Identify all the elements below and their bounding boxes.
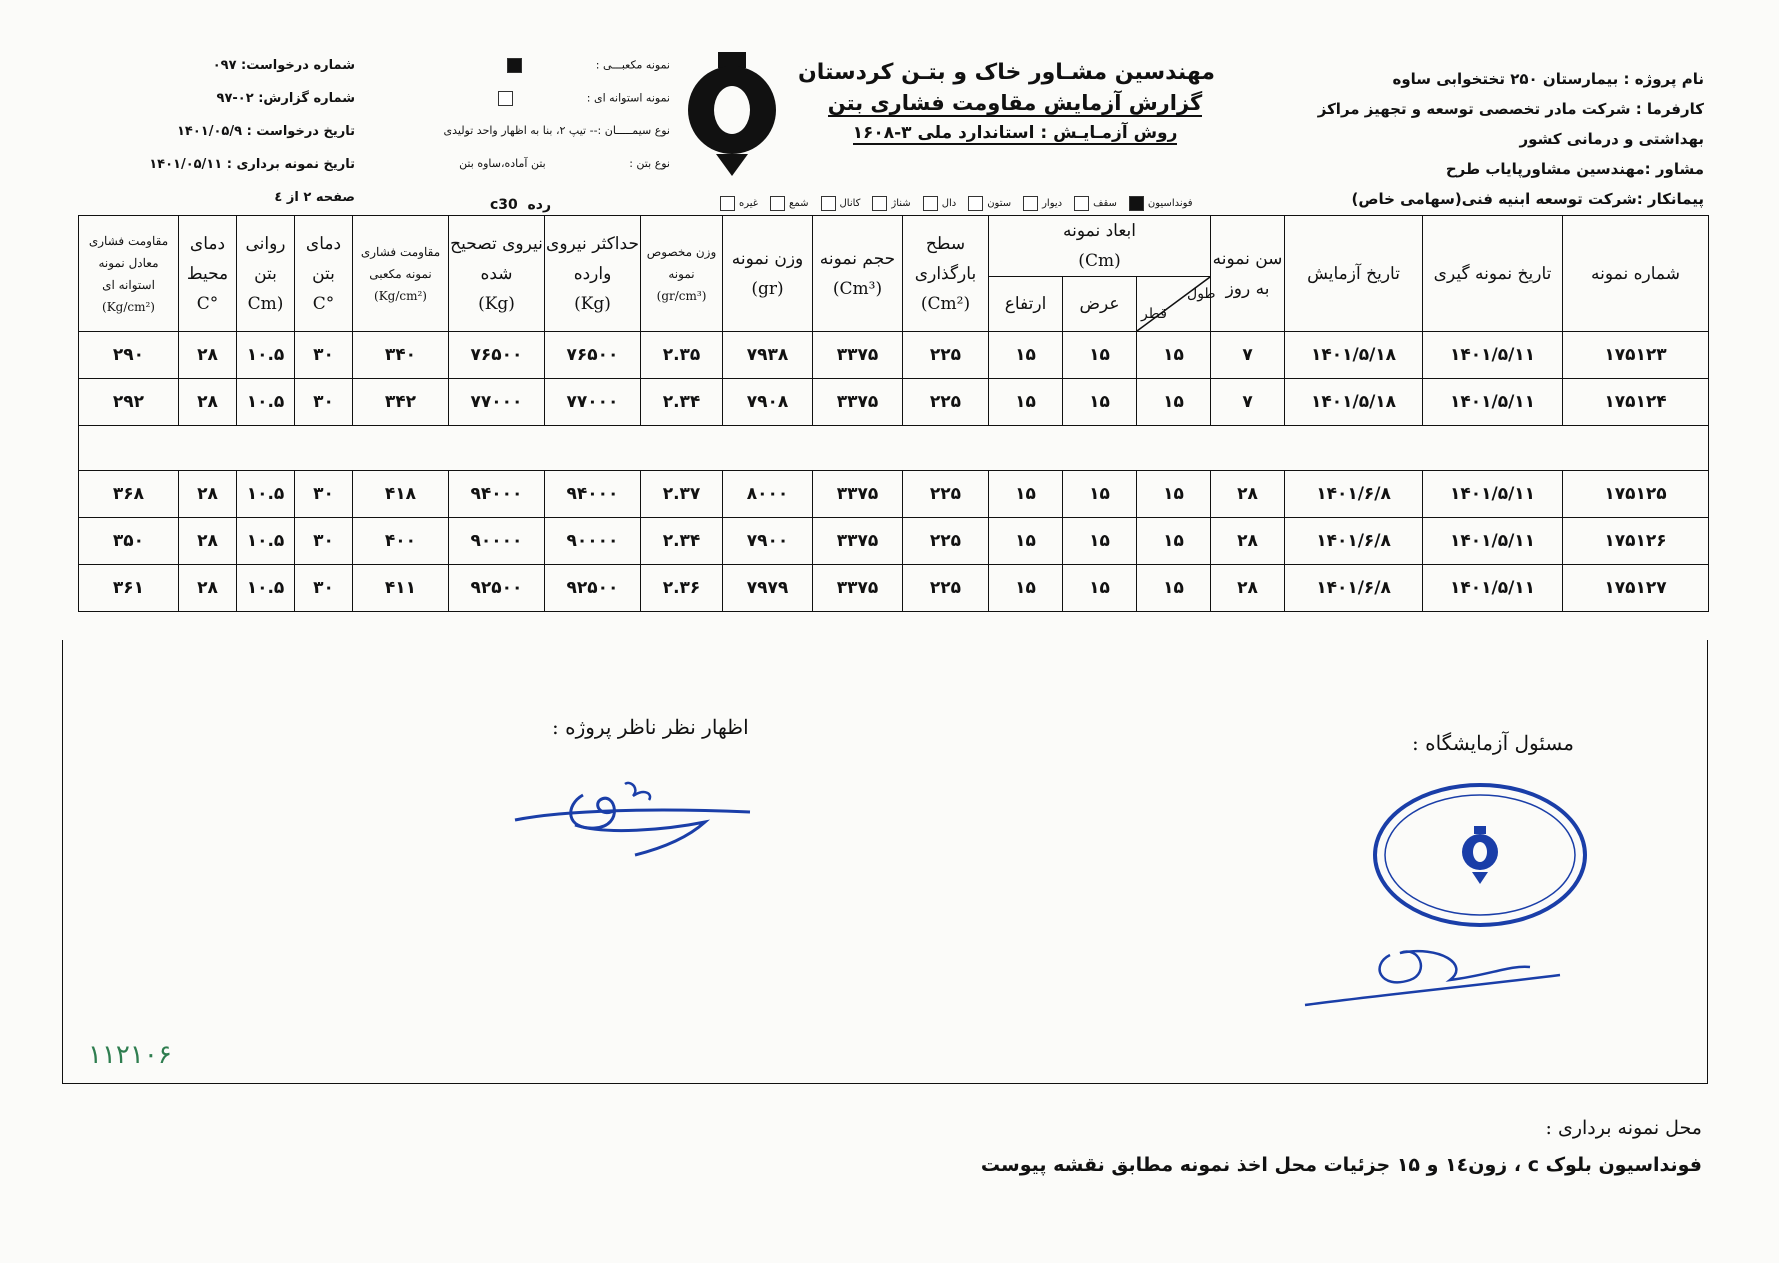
table-cell: ۲۲۵ (903, 332, 989, 379)
element-option (770, 196, 808, 211)
project-consultant: مشاور :مهندسین مشاورپایاب طرح (1445, 160, 1704, 178)
table-cell: ۴۰۰ (353, 518, 449, 565)
table-cell: ۹۰۰۰۰ (449, 518, 545, 565)
project-contractor: پیمانکار :شرکت توسعه ابنیه فنی(سهامی خاص) (1351, 190, 1704, 208)
table-cell: ۹۴۰۰۰ (449, 471, 545, 518)
table-cell: ۸۰۰۰ (723, 471, 813, 518)
table-cell: ۱۷۵۱۲۵ (1563, 471, 1709, 518)
table-cell: ۲۸ (1211, 565, 1285, 612)
col-max-force: حداکثر نیروی وارده (Kg) (545, 216, 641, 332)
table-cell: ۹۲۵۰۰ (545, 565, 641, 612)
table-cell: ۱۰.۵ (237, 332, 295, 379)
col-ambient-temp: دمای محیط °C (179, 216, 237, 332)
table-cell: ۲.۳۵ (641, 332, 723, 379)
report-number: شماره گزارش: ۰۲-۹۷ (216, 91, 355, 106)
table-cell: ۳۰ (295, 379, 353, 426)
table-cell: ۳۳۷۵ (813, 379, 903, 426)
element-option (872, 196, 910, 211)
table-row (79, 518, 1709, 565)
table-cell: ۲.۳۷ (641, 471, 723, 518)
col-sampling-date: تاریخ نمونه گیری (1423, 216, 1563, 332)
table-cell: ۴۱۸ (353, 471, 449, 518)
element-option (1129, 196, 1193, 211)
grade: رده c30 (490, 197, 552, 213)
col-age: سن نمونه به روز (1211, 216, 1285, 332)
col-width: عرض (1063, 277, 1137, 332)
table-cell: ۳۰ (295, 565, 353, 612)
table-cell: ۷۶۵۰۰ (545, 332, 641, 379)
table-cell: ۲۸ (1211, 518, 1285, 565)
element-checkbox[interactable] (872, 196, 887, 211)
table-cell: ۳۰ (295, 332, 353, 379)
table-cell: ۷۹۷۹ (723, 565, 813, 612)
element-option (1074, 196, 1117, 211)
table-cell: ۷ (1211, 379, 1285, 426)
table-cell: ۱۵ (989, 471, 1063, 518)
table-cell: ۱۷۵۱۲۴ (1563, 379, 1709, 426)
cube-checkbox[interactable] (507, 58, 522, 73)
table-cell: ۱۵ (989, 379, 1063, 426)
element-type-row (720, 196, 1193, 211)
table-cell: ۱۴۰۱/۶/۸ (1285, 518, 1423, 565)
table-cell: ۱۰.۵ (237, 518, 295, 565)
project-info (1284, 70, 1704, 220)
table-cell: ۲۲۵ (903, 379, 989, 426)
table-cell: ۳۰ (295, 471, 353, 518)
table-cell: ۱۵ (1137, 518, 1211, 565)
table-cell: ۲۹۲ (79, 379, 179, 426)
table-cell: ۳۴۰ (353, 332, 449, 379)
company-title: مهندسین مشـاور خاک و بتـن کردستان (798, 60, 1215, 85)
table-cell: ۷۷۰۰۰ (545, 379, 641, 426)
table-cell: ۲۸ (179, 332, 237, 379)
request-info (149, 58, 355, 223)
table-cell: ۷ (1211, 332, 1285, 379)
table-cell: ۲۸ (179, 471, 237, 518)
table-cell: ۳۶۸ (79, 471, 179, 518)
element-checkbox[interactable] (923, 196, 938, 211)
lab-stamp (1370, 780, 1590, 934)
test-method: روش آزمـایـش : استاندارد ملی ۳-۱۶۰۸ (852, 123, 1178, 143)
table-cell: ۱۷۵۱۲۶ (1563, 518, 1709, 565)
element-checkbox[interactable] (720, 196, 735, 211)
table-cell: ۳۳۷۵ (813, 332, 903, 379)
table-cell: ۱۵ (1137, 565, 1211, 612)
handwritten-number: ۱۱۲۱۰۶ (88, 1040, 172, 1070)
request-date: تاریخ درخواست : ۱۴۰۱/۰۵/۹ (177, 124, 355, 139)
table-cell: ۱۴۰۱/۵/۱۱ (1423, 518, 1563, 565)
cube-option: نمونه مکعبـــی : (380, 58, 670, 91)
table-row (79, 332, 1709, 379)
table-cell: ۷۹۳۸ (723, 332, 813, 379)
results-table (78, 215, 1709, 612)
company-logo (682, 50, 782, 184)
element-checkbox[interactable] (1074, 196, 1089, 211)
table-row-empty (79, 426, 1709, 471)
table-cell: ۱۴۰۱/۵/۱۱ (1423, 332, 1563, 379)
project-employer-cont: بهداشتی و درمانی کشور (1519, 130, 1704, 148)
table-cell: ۲.۳۴ (641, 518, 723, 565)
element-option-label: فونداسیون (1147, 198, 1193, 209)
table-cell: ۳۴۲ (353, 379, 449, 426)
element-checkbox[interactable] (821, 196, 836, 211)
element-option-label: شناژ (891, 198, 911, 209)
lab-manager-label: مسئول آزمایشگاه : (1412, 731, 1574, 755)
table-cell: ۲۸ (179, 518, 237, 565)
table-cell: ۳۶۱ (79, 565, 179, 612)
table-row (79, 565, 1709, 612)
table-cell: ۱۴۰۱/۵/۱۱ (1423, 379, 1563, 426)
col-area: سطح بارگذاری (Cm²) (903, 216, 989, 332)
element-option-label: شمع (789, 198, 809, 209)
table-cell: ۱۴۰۱/۵/۱۸ (1285, 379, 1423, 426)
element-option (923, 196, 957, 211)
element-option-label: کانال (839, 198, 861, 209)
col-slump: روانی بتن (Cm (237, 216, 295, 332)
table-cell: ۱۷۵۱۲۷ (1563, 565, 1709, 612)
project-name: نام پروژه : بیمارستان ۲۵۰ تختخوابی ساوه (1392, 70, 1704, 88)
table-cell: ۱۵ (1063, 565, 1137, 612)
table-cell: ۳۵۰ (79, 518, 179, 565)
col-height: ارتفاع (989, 277, 1063, 332)
table-cell: ۲۲۵ (903, 518, 989, 565)
col-cube-strength: مقاومت فشاری نمونه مکعبی (Kg/cm²) (353, 216, 449, 332)
table-cell: ۱۵ (1137, 471, 1211, 518)
table-cell: ۹۴۰۰۰ (545, 471, 641, 518)
element-checkbox[interactable] (968, 196, 983, 211)
table-cell: ۲.۳۶ (641, 565, 723, 612)
request-number: شماره درخواست: ۰۹۷ (212, 58, 355, 73)
element-checkbox[interactable] (1023, 196, 1038, 211)
cylinder-option: نمونه استوانه ای : (380, 91, 670, 124)
company-header (798, 60, 1215, 145)
table-cell: ۲۸ (179, 379, 237, 426)
element-option (968, 196, 1011, 211)
supervisor-label: اظهار نظر ناظر پروژه : (552, 715, 749, 739)
table-cell: ۳۰ (295, 518, 353, 565)
table-cell: ۷۹۰۸ (723, 379, 813, 426)
table-cell: ۹۰۰۰۰ (545, 518, 641, 565)
col-length-diameter: طول قطر (1137, 277, 1211, 332)
table-cell: ۲۲۵ (903, 565, 989, 612)
table-cell: ۱۴۰۱/۵/۱۱ (1423, 565, 1563, 612)
element-option (1023, 196, 1062, 211)
element-option-label: سقف (1093, 198, 1117, 209)
element-option-label: غیره (739, 198, 759, 209)
col-corrected-force: نیروی تصحیح شده (Kg) (449, 216, 545, 332)
concrete-type: نوع بتن : بتن آماده،ساوه بتن (459, 157, 670, 170)
col-dimensions: ابعاد نمونه (Cm) (989, 216, 1211, 277)
table-cell: ۱۵ (1063, 518, 1137, 565)
table-cell: ۱۴۰۱/۶/۸ (1285, 471, 1423, 518)
table-cell: ۷۹۰۰ (723, 518, 813, 565)
sampling-location-value: فونداسیون بلوک c ، زون۱٤ و ۱۵ جزئیات محل اخذ نمونه مطابق نقشه پیوست (980, 1154, 1702, 1176)
table-cell: ۱۰.۵ (237, 565, 295, 612)
lab-manager-signature (1300, 935, 1570, 1019)
table-cell: ۲.۳۴ (641, 379, 723, 426)
cement-type: نوع سیمـــــان :-- تیپ ۲، بنا به اظهار واحد تولیدی (443, 124, 670, 137)
col-sample-no: شماره نمونه (1563, 216, 1709, 332)
element-option-label: ستون (987, 198, 1012, 209)
table-cell: ۱۵ (1063, 379, 1137, 426)
page-number: صفحه ۲ از ٤ (274, 190, 355, 205)
col-volume: حجم نمونه (Cm³) (813, 216, 903, 332)
table-cell: ۱۵ (989, 332, 1063, 379)
supervisor-signature (505, 770, 755, 864)
table-cell: ۳۳۷۵ (813, 471, 903, 518)
col-equiv-strength: مقاومت فشاری معادل نمونه استوانه ای (Kg/cm²) (79, 216, 179, 332)
element-option (821, 196, 861, 211)
table-row (79, 471, 1709, 518)
project-employer: کارفرما : شرکت مادر تخصصی توسعه و تجهیز مراکز (1317, 100, 1704, 118)
table-cell: ۷۷۰۰۰ (449, 379, 545, 426)
table-cell: ۱۴۰۱/۵/۱۱ (1423, 471, 1563, 518)
element-checkbox[interactable] (770, 196, 785, 211)
col-weight: وزن نمونه (gr) (723, 216, 813, 332)
table-cell: ۷۶۵۰۰ (449, 332, 545, 379)
table-cell: ۱۰.۵ (237, 471, 295, 518)
element-checkbox[interactable] (1129, 196, 1144, 211)
element-option (720, 196, 758, 211)
table-row (79, 379, 1709, 426)
table-cell: ۱۵ (1137, 332, 1211, 379)
table-cell: ۳۳۷۵ (813, 518, 903, 565)
table-cell: ۱۵ (989, 565, 1063, 612)
table-cell: ۴۱۱ (353, 565, 449, 612)
report-title: گزارش آزمایش مقاومت فشاری بتن (827, 91, 1203, 115)
table-cell: ۲۸ (179, 565, 237, 612)
element-option-label: دال (941, 198, 957, 209)
sampling-date: تاریخ نمونه برداری : ۱۴۰۱/۰۵/۱۱ (149, 157, 355, 172)
table-cell: ۱۴۰۱/۵/۱۸ (1285, 332, 1423, 379)
sampling-location-label: محل نمونه برداری : (1545, 1117, 1702, 1139)
col-density: وزن مخصوص نمونه (gr/cm³) (641, 216, 723, 332)
table-cell: ۳۳۷۵ (813, 565, 903, 612)
table-cell: ۱۰.۵ (237, 379, 295, 426)
table-cell: ۱۴۰۱/۶/۸ (1285, 565, 1423, 612)
col-concrete-temp: دمای بتن °C (295, 216, 353, 332)
element-option-label: دیوار (1042, 198, 1063, 209)
table-cell: ۱۵ (1137, 379, 1211, 426)
cylinder-checkbox[interactable] (498, 91, 513, 106)
table-cell: ۱۵ (1063, 471, 1137, 518)
table-cell: ۹۲۵۰۰ (449, 565, 545, 612)
col-test-date: تاریخ آزمایش (1285, 216, 1423, 332)
table-cell: ۲۲۵ (903, 471, 989, 518)
table-cell: ۱۵ (989, 518, 1063, 565)
table-cell: ۲۸ (1211, 471, 1285, 518)
sample-options (380, 58, 670, 190)
table-cell: ۱۷۵۱۲۳ (1563, 332, 1709, 379)
table-cell: ۱۵ (1063, 332, 1137, 379)
table-cell: ۲۹۰ (79, 332, 179, 379)
